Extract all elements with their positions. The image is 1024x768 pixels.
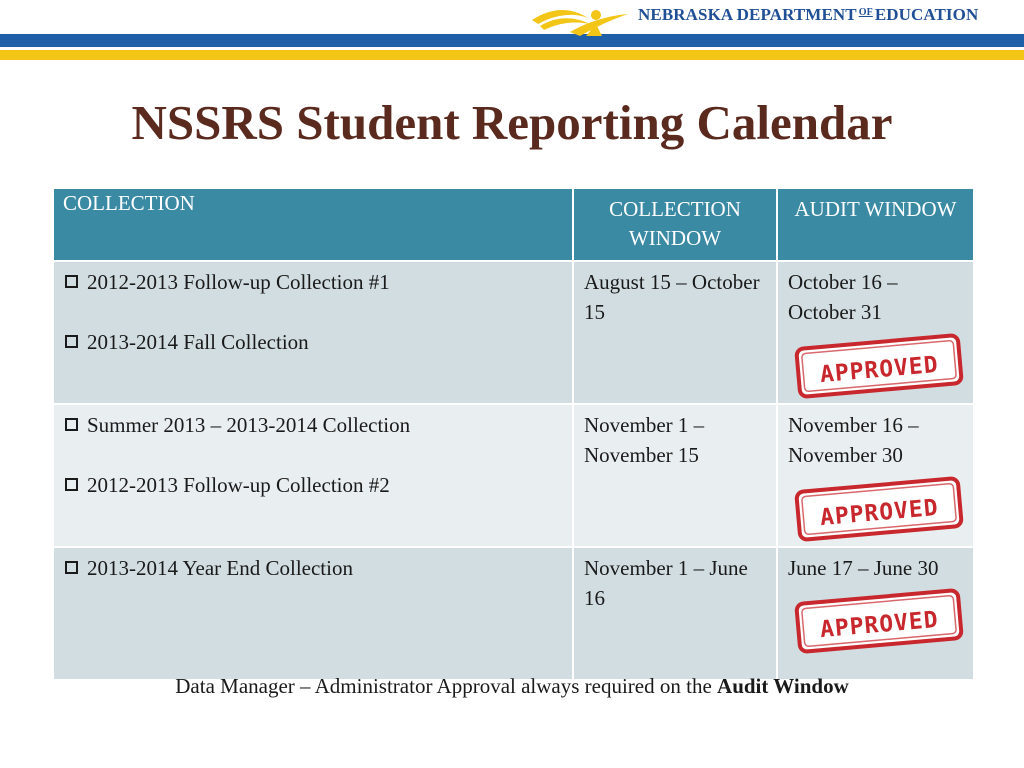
collection-window-cell: November 1 – November 15	[573, 404, 777, 547]
header-audit-window: AUDIT WINDOW	[777, 188, 974, 261]
audit-window-text: October 16 – October 31	[788, 270, 898, 325]
table-row	[53, 547, 974, 680]
collection-label: 2013-2014 Year End Collection	[87, 555, 353, 580]
table-row	[53, 404, 974, 547]
stamp-label: APPROVED	[819, 607, 940, 644]
collection-label: 2012-2013 Follow-up Collection #2	[87, 473, 390, 498]
checkbox-bullet-icon	[65, 335, 78, 348]
audit-window-text: November 16 – November 30	[788, 412, 919, 468]
approved-stamp-icon	[792, 475, 966, 543]
collection-cell	[53, 404, 573, 547]
header-band-gold	[0, 50, 1024, 60]
audit-window-cell	[777, 547, 974, 680]
collection-label: 2013-2014 Fall Collection	[87, 330, 309, 355]
collection-label: Summer 2013 – 2013-2014 Collection	[87, 412, 411, 437]
list-item	[64, 327, 562, 357]
collection-window-cell: August 15 – October 15	[573, 261, 777, 404]
header-band-blue	[0, 34, 1024, 47]
page-title: NSSRS Student Reporting Calendar	[131, 95, 893, 150]
audit-window-cell	[777, 404, 974, 547]
footer-note-text: Data Manager – Administrator Approval always required on the	[175, 674, 718, 698]
list-item	[64, 410, 562, 440]
table-row	[53, 261, 974, 404]
stamp-label: APPROVED	[819, 494, 940, 531]
audit-window-cell	[777, 261, 974, 404]
checkbox-bullet-icon	[65, 478, 78, 491]
checkbox-bullet-icon	[65, 275, 78, 288]
stamp-label: APPROVED	[819, 351, 940, 388]
checkbox-bullet-icon	[65, 418, 78, 431]
collection-cell	[53, 261, 573, 404]
approved-stamp-icon	[792, 587, 966, 655]
checkbox-bullet-icon	[65, 561, 78, 574]
nde-swoosh-logo-icon	[530, 2, 630, 42]
org-name: NEBRASKA DEPARTMENT $^{OF}$ EDUCATION	[638, 5, 979, 24]
header-collection: COLLECTION	[53, 188, 573, 261]
list-item	[64, 553, 562, 583]
collection-cell	[53, 547, 573, 680]
table-header-row	[53, 188, 974, 261]
footer-note-emphasis: Audit Window	[717, 674, 849, 698]
collection-window-cell: November 1 – June 16	[573, 547, 777, 680]
footer-note	[0, 674, 1024, 699]
approved-stamp-icon	[792, 332, 966, 400]
reporting-calendar-table	[52, 187, 975, 681]
audit-window-text: June 17 – June 30	[788, 555, 939, 580]
header-collection-window: COLLECTION WINDOW	[573, 188, 777, 261]
list-item	[64, 470, 562, 500]
collection-label: 2012-2013 Follow-up Collection #1	[87, 270, 390, 294]
list-item	[64, 267, 562, 297]
